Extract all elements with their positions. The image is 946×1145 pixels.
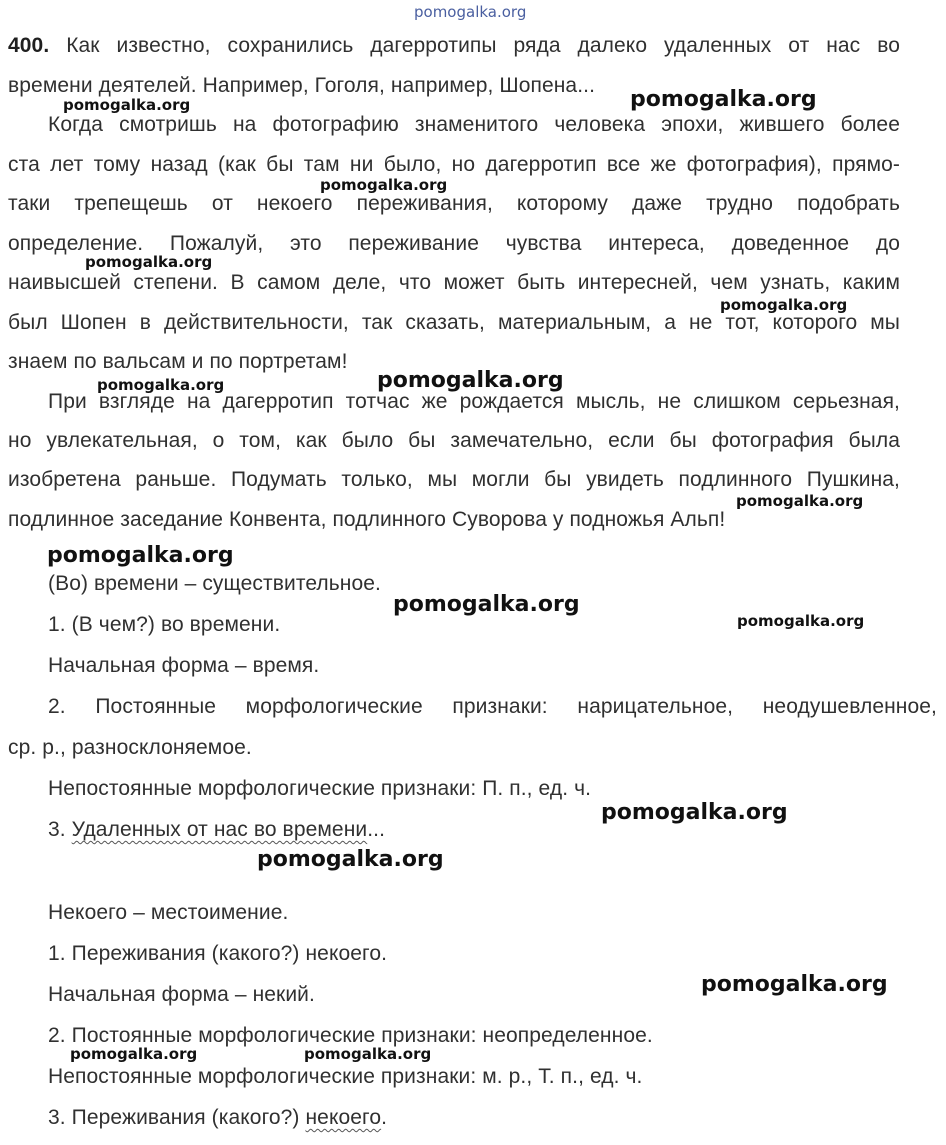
watermark: pomogalka.org — [257, 847, 444, 872]
analysis1-constant-line-2: ср. р., разносклоняемое. — [8, 736, 252, 759]
analysis2-initial-form: Начальная форма – некий. — [48, 983, 315, 1006]
paragraph3-line-4: подлинное заседание Конвента, подлинного Суворова у подножья Альп! — [8, 508, 726, 531]
watermark: pomogalka.org — [601, 800, 788, 825]
analysis2-role-suffix: . — [381, 1106, 388, 1129]
watermark: pomogalka.org — [97, 376, 225, 394]
exercise-text: Как известно, сохранились дагерротипы ряда далеко удаленных от нас во — [66, 34, 900, 57]
analysis1-step1: 1. (В чем?) во времени. — [48, 613, 281, 636]
analysis2-title: Некоего – местоимение. — [48, 901, 289, 924]
watermark: pomogalka.org — [320, 176, 448, 194]
exercise-number: 400. — [8, 34, 50, 57]
paragraph2-line-2: ста лет тому назад (как бы там ни было, но дагерротип все же фотография), прямо- — [8, 153, 900, 176]
exercise-line-1 — [8, 33, 900, 59]
paragraph2-line-5: наивысшей степени. В самом деле, что может быть интересней, чем узнать, каким — [8, 271, 900, 294]
paragraph3-line-2: но увлекательная, о том, как было бы замечательно, если бы фотография была — [8, 429, 900, 452]
watermark: pomogalka.org — [701, 972, 888, 997]
paragraph3-line-3: изобретена раньше. Подумать только, мы могли бы увидеть подлинного Пушкина, — [8, 468, 900, 491]
header-watermark: pomogalka.org — [414, 3, 527, 21]
analysis1-role — [48, 817, 385, 843]
analysis1-title: (Во) времени – существительное. — [48, 572, 381, 595]
watermark: pomogalka.org — [304, 1045, 432, 1063]
exercise-line-2: времени деятелей. Например, Гоголя, например, Шопена... — [8, 74, 596, 97]
paragraph2-line-3: таки трепещешь от некоего переживания, которому даже трудно подобрать — [8, 192, 900, 215]
analysis1-variable: Непостоянные морфологические признаки: П. п., ед. ч. — [48, 777, 592, 800]
paragraph2-line-7: знаем по вальсам и по портретам! — [8, 350, 348, 373]
analysis2-role — [48, 1105, 387, 1131]
watermark: pomogalka.org — [720, 296, 848, 314]
paragraph3-line-1: При взгляде на дагерротип тотчас же рождается мысль, не слишком серьезная, — [48, 390, 900, 413]
analysis1-role-prefix: 3. — [48, 818, 72, 841]
analysis2-variable: Непостоянные морфологические признаки: м. р., Т. п., ед. ч. — [48, 1065, 643, 1088]
analysis1-initial-form: Начальная форма – время. — [48, 654, 320, 677]
paragraph2-line-4: определение. Пожалуй, это переживание чувства интереса, доведенное до — [8, 232, 900, 255]
analysis1-role-suffix: ... — [367, 818, 386, 841]
watermark: pomogalka.org — [736, 492, 864, 510]
analysis1-constant-line-1: 2. Постоянные морфологические признаки: нарицательное, неодушевленное, — [48, 695, 937, 718]
watermark: pomogalka.org — [85, 253, 213, 271]
watermark: pomogalka.org — [377, 368, 564, 393]
paragraph2-line-6: был Шопен в действительности, так сказать, материальным, а не тот, которого мы — [8, 311, 900, 334]
watermark: pomogalka.org — [47, 543, 234, 568]
watermark: pomogalka.org — [393, 592, 580, 617]
watermark: pomogalka.org — [70, 1045, 198, 1063]
analysis1-role-underlined: Удаленных от нас во времени — [71, 818, 368, 841]
paragraph2-line-1: Когда смотришь на фотографию знаменитого человека эпохи, жившего более — [48, 113, 900, 136]
analysis2-constant: 2. Постоянные морфологические признаки: неопределенное. — [48, 1024, 653, 1047]
analysis2-role-underlined: некоего — [305, 1106, 382, 1129]
watermark: pomogalka.org — [630, 87, 817, 112]
analysis2-step1: 1. Переживания (какого?) некоего. — [48, 942, 388, 965]
analysis2-role-prefix: 3. Переживания (какого?) — [48, 1106, 306, 1129]
watermark: pomogalka.org — [63, 96, 191, 114]
watermark: pomogalka.org — [737, 612, 865, 630]
